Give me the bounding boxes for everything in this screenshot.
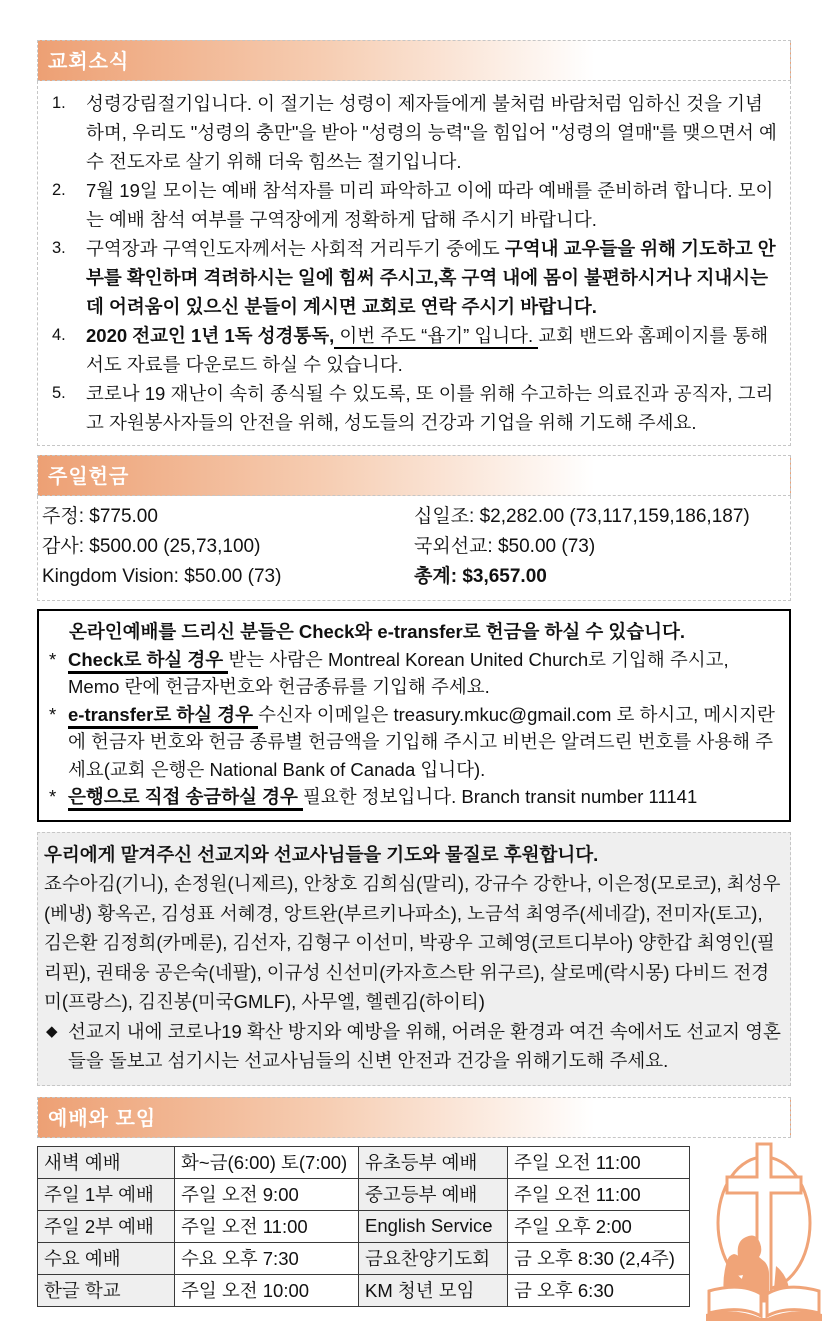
news-list xyxy=(37,81,791,446)
payment-method-bank-transfer xyxy=(47,783,779,811)
news-item-text: 코로나 19 재난이 속히 종식될 수 있도록, 또 이를 위해 수고하는 의료진과 공직자, 그리고 자원봉사자들의 안전을 위해, 성도들의 건강과 기업을 위해 기도해 주세요. xyxy=(86,383,774,433)
offering-foreign-mission: 국외선교: $50.00 (73) xyxy=(414,536,596,557)
schedule-cell: 주일 오전 9:00 xyxy=(175,1178,359,1210)
schedule-cell: 금 오후 8:30 (2,4주) xyxy=(508,1242,690,1274)
table-row xyxy=(38,1210,690,1242)
bullet-asterisk: * xyxy=(49,703,57,725)
schedule-cell: 유초등부 예배 xyxy=(359,1146,508,1178)
church-logo xyxy=(698,1134,830,1331)
payment-method-text: e-transfer로 하실 경우 수신자 이메일은 treasury.mkuc@gmail.com 로 하시고, 메시지란에 헌금자 번호와 헌금 종류별 헌금액을 기입해 주시고 비번은 알려드린 번호를 사용해 주세요(교회 은행은 National Bank of Canada 입니다). xyxy=(68,703,775,780)
news-item-number: 4. xyxy=(52,326,66,344)
schedule-cell: 주일 오전 10:00 xyxy=(175,1274,359,1306)
cross-prayer-bible-emblem-icon xyxy=(698,1134,830,1326)
payment-method-etransfer xyxy=(47,701,779,784)
news-item xyxy=(42,321,780,379)
mission-section xyxy=(37,832,791,1086)
offering-gamsa: 감사: $500.00 (25,73,100) xyxy=(42,536,261,557)
news-item-number: 3. xyxy=(52,239,66,257)
schedule-cell: 금요찬양기도회 xyxy=(359,1242,508,1274)
schedule-cell: 금 오후 6:30 xyxy=(508,1274,690,1306)
news-item xyxy=(42,234,780,321)
table-row xyxy=(38,1146,690,1178)
payment-method-check xyxy=(47,646,779,701)
schedule-cell: 한글 학교 xyxy=(38,1274,175,1306)
table-row xyxy=(38,1178,690,1210)
schedule-cell: 수요 예배 xyxy=(38,1242,175,1274)
schedule-cell: 주일 2부 예배 xyxy=(38,1210,175,1242)
schedule-cell: KM 청년 모임 xyxy=(359,1274,508,1306)
payment-method-text: Check로 하실 경우 받는 사람은 Montreal Korean United Church로 기입해 주시고, Memo 란에 헌금자번호와 헌금종류를 기입해 주세요. xyxy=(68,648,729,697)
diamond-bullet-icon: ◆ xyxy=(46,1022,58,1040)
schedule-cell: 수요 오후 7:30 xyxy=(175,1242,359,1274)
offering-kingdom-vision: Kingdom Vision: $50.00 (73) xyxy=(42,566,282,587)
news-item-text: 2020 전교인 1년 1독 성경통독, 이번 주도 “욥기” 입니다. 교회 밴드와 홈페이지를 통해서도 자료를 다운로드 하실 수 있습니다. xyxy=(86,325,769,375)
news-item-text: 구역장과 구역인도자께서는 사회적 거리두기 중에도 구역내 교우들을 위해 기도하고 안부를 확인하며 격려하시는 일에 힘써 주시고,혹 구역 내에 몸이 불편하시거나 지내시는데 어려움이 있으신 분들이 계시면 교회로 연락 주시기 바랍니다. xyxy=(86,238,776,317)
table-row xyxy=(38,1274,690,1306)
offering-column-right xyxy=(414,502,782,592)
section-title-news: 교회소식 xyxy=(48,51,130,73)
section-title-offering: 주일헌금 xyxy=(48,466,130,488)
section-header-news xyxy=(37,40,791,81)
news-item-number: 5. xyxy=(52,384,66,402)
news-item xyxy=(42,89,780,176)
schedule-cell: 주일 1부 예배 xyxy=(38,1178,175,1210)
schedule-table xyxy=(37,1146,690,1307)
news-item xyxy=(42,176,780,234)
offering-summary xyxy=(37,496,791,601)
schedule-cell: 주일 오후 2:00 xyxy=(508,1210,690,1242)
offering-tithe: 십일조: $2,282.00 (73,117,159,186,187) xyxy=(414,506,750,527)
offering-column-left xyxy=(42,502,414,592)
payment-method-text: 은행으로 직접 송금하실 경우 필요한 정보입니다. Branch transit number 11141 xyxy=(68,783,779,811)
schedule-cell: 주일 오전 11:00 xyxy=(508,1146,690,1178)
mission-heading: 우리에게 맡겨주신 선교지와 선교사님들을 기도와 물질로 후원합니다. xyxy=(44,843,599,865)
section-title-schedule: 예배와 모임 xyxy=(48,1107,157,1130)
schedule-cell: 중고등부 예배 xyxy=(359,1178,508,1210)
bullet-asterisk: * xyxy=(49,786,57,807)
section-header-offering xyxy=(37,455,791,496)
bulletin-content xyxy=(37,40,791,1331)
news-item-number: 2. xyxy=(52,181,66,199)
online-offering-intro: 온라인예배를 드리신 분들은 Check와 e-transfer로 헌금을 하실 수 있습니다. xyxy=(69,621,686,642)
schedule-area xyxy=(37,1146,791,1331)
bullet-asterisk: * xyxy=(49,648,57,670)
table-row xyxy=(38,1242,690,1274)
section-header-schedule xyxy=(37,1097,791,1138)
schedule-cell: English Service xyxy=(359,1210,508,1242)
schedule-cell: 주일 오전 11:00 xyxy=(175,1210,359,1242)
schedule-cell: 화~금(6:00) 토(7:00) xyxy=(175,1146,359,1178)
news-item-number: 1. xyxy=(52,94,66,112)
mission-note xyxy=(44,1017,782,1076)
news-item-text: 성령강림절기입니다. 이 절기는 성령이 제자들에게 불처럼 바람처럼 임하신 것을 기념하며, 우리도 "성령의 충만"을 받아 "성령의 능력"을 힘입어 "성령의 열매"를 맺으면서 예수 전도자로 살기 위해 더욱 힘쓰는 절기입니다. xyxy=(86,93,777,172)
offering-jujeong: 주정: $775.00 xyxy=(42,506,158,527)
news-item xyxy=(42,379,780,437)
schedule-cell: 주일 오전 11:00 xyxy=(508,1178,690,1210)
schedule-cell: 새벽 예배 xyxy=(38,1146,175,1178)
offering-total: 총계: $3,657.00 xyxy=(414,566,547,587)
online-offering-box xyxy=(37,609,791,822)
news-item-text: 7월 19일 모이는 예배 참석자를 미리 파악하고 이에 따라 예배를 준비하려 합니다. 모이는 예배 참석 여부를 구역장에게 정확하게 답해 주시기 바랍니다. xyxy=(86,180,774,230)
mission-note-text: 선교지 내에 코로나19 확산 방지와 예방을 위해, 어려운 환경과 여건 속에서도 선교지 영혼들을 돌보고 섬기시는 선교사님들의 신변 안전과 건강을 위해기도해 주세요. xyxy=(68,1020,781,1071)
mission-missionary-list: 죠수아김(기니), 손정원(니제르), 안창호 김희심(말리), 강규수 강한나, 이은정(모로코), 최성우(베냉) 황옥곤, 김성표 서혜경, 앙트완(부르키나파소), 노금석 최영주(세네갈), 전미자(토고), 김은환 김정희(카메룬), 김선자, 김형구 이선미, 박광우 고혜영(코트디부아) 양한갑 최영인(필리핀), 권태웅 공은숙(네팔), 이규성 신선미(카자흐스탄 위구르), 살로메(락시몽) 다비드 전경미(프랑스), 김진봉(미국GMLF), 사무엘, 헬렌김(하이티) xyxy=(44,873,781,1012)
